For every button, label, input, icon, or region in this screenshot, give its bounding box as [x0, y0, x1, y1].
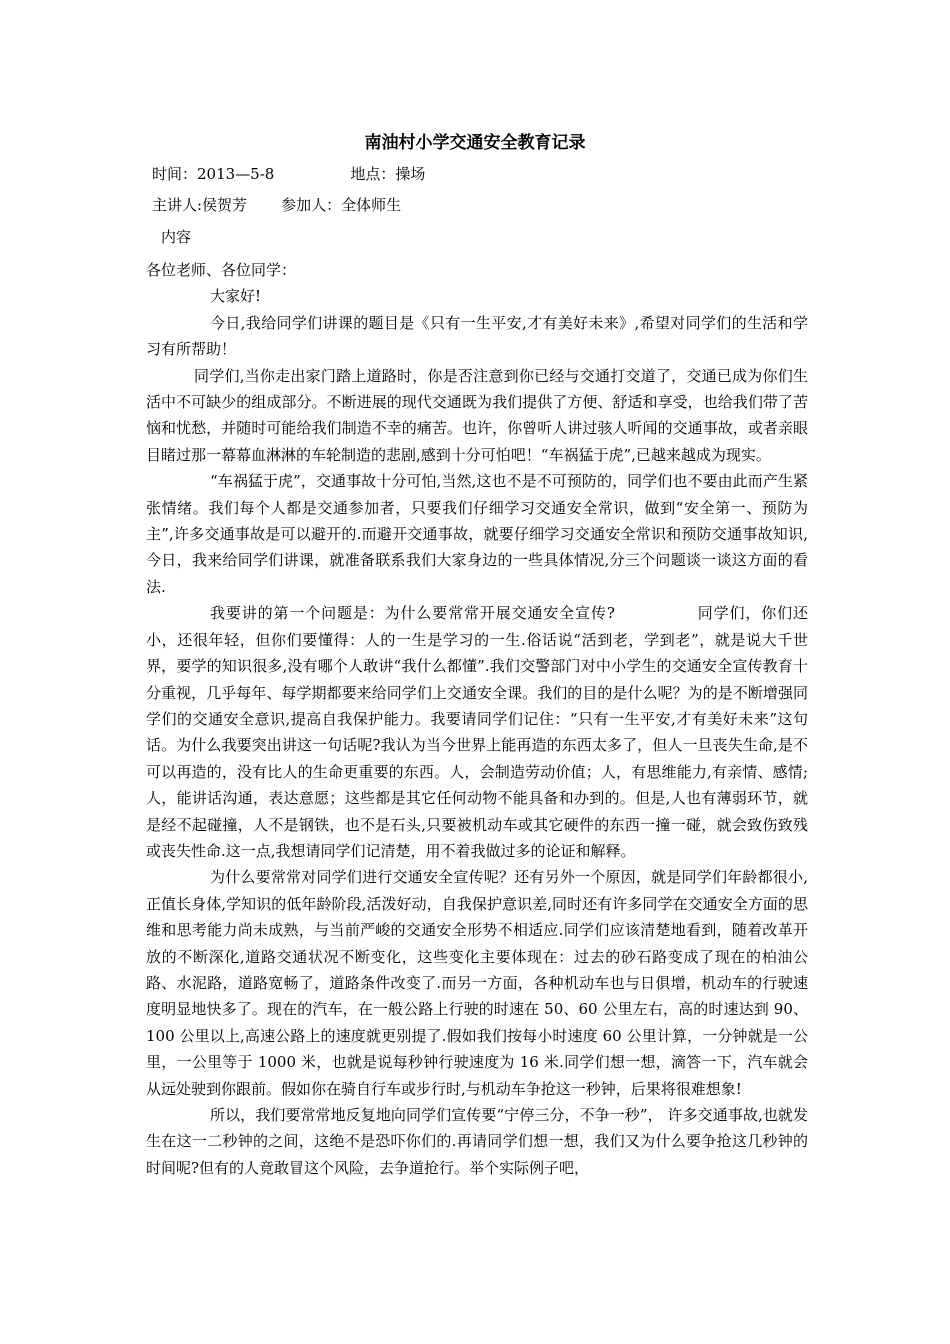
- meta-row-speaker-participants: [152, 193, 401, 217]
- greeting: 大家好!: [210, 287, 262, 306]
- paragraph-conclusion: 所以，我们要常常地反复地向同学们宣传要“宁停三分，不争一秒”， 许多交通事故,也就发生在这一二秒钟的之间，这绝不是恐吓你们的.再请同学们想一想，我们又为什么要争抢这几秒钟的时间呢?但有的人竟敢冒这个风险，去争道抢行。举个实际例子吧，: [146, 1106, 808, 1177]
- document-title: 南油村小学交通安全教育记录: [364, 133, 586, 153]
- paragraph-traffic: 同学们,当你走出家门踏上道路时，你是否注意到你已经与交通打交道了，交通已成为你们生活中不可缺少的组成部分。不断进展的现代交通既为我们提供了方便、舒适和享受，也给我们带了苦恼和忧愁，并随时可能给我们制造不幸的痛苦。也许，你曾听人讲过骇人听闻的交通事故，或者亲眼目睹过那一幕幕血淋淋的车轮制造的悲剧,感到十分可怕吧！“车祸猛于虎”,已越来越成为现实。: [146, 366, 808, 464]
- speech-body: [146, 257, 808, 1181]
- salutation: 各位老师、各位同学：: [146, 261, 297, 279]
- paragraph-intro: 今日,我给同学们讲课的题目是《只有一生平安,才有美好未来》,希望对同学们的生活和学习有所帮助！: [146, 313, 808, 359]
- question-one-answer: 同学们，你们还小，还很年轻，但你们要懂得：人的一生是学习的一生.俗话说“活到老，学到老”，就是说大千世界，要学的知识很多,没有哪个人敢讲“我什么都懂”.我们交警部门对中小学生的交通安全宣传教育十分重视，几乎每年、每学期都要来给同学们上交通安全课。我们的目的是什么呢？为的是不断增强同学们的交通安全意识,提高自我保护能力。我要请同学们记住：“只有一生平安,才有美好未来”这句话。为什么我要突出讲这一句话呢?我认为当今世界上能再造的东西太多了，但人一旦丧失生命,是不可以再造的，没有比人的生命更重要的东西。人，会制造劳动价值；人，有思维能力,有亲情、感情;人，能讲话沟通，表达意愿；这些都是其它任何动物不能具备和办到的。但是,人也有薄弱环节，就是经不起碰撞，人不是钢铁，也不是石头,只要被机动车或其它硬件的东西一撞一碰，就会致伤致残或丧失性命.这一点,我想请同学们记清楚，用不着我做过多的论证和解释。: [146, 604, 808, 860]
- content-heading: 内容: [161, 228, 192, 246]
- paragraph-question-one: [146, 600, 808, 864]
- place-label: 地点：操场: [350, 165, 426, 183]
- paragraph-prevention: “车祸猛于虎”，交通事故十分可怕,当然,这也不是不可预防的，同学们也不要由此而产生紧张情绪。我们每个人都是交通参加者，只要我们仔细学习交通安全常识，做到“安全第一、预防为主”,许多交通事故是可以避开的.而避开交通事故，就要仔细学习交通安全常识和预防交通事故知识,今日，我来给同学们讲课，就准备联系我们大家身边的一些具体情况,分三个问题谈一谈这方面的看法.: [146, 472, 808, 596]
- participants-label: 参加人：全体师生: [281, 196, 402, 214]
- time-label: 时间：2013—5-8: [152, 165, 275, 183]
- paragraph-reason: 为什么要常常对同学们进行交通安全宣传呢？还有另外一个原因，就是同学们年龄都很小,正值长身体,学知识的低年龄阶段,活泼好动，自我保护意识差,同时还有许多同学在交通安全方面的思维和思考能力尚未成熟，与当前严峻的交通安全形势不相适应.同学们应该清楚地看到，随着改革开放的不断深化,道路交通状况不断变化，这些变化主要体现在：过去的砂石路变成了现在的柏油公路、水泥路，道路宽畅了，道路条件改变了.而另一方面，各种机动车也与日俱增，机动车的行驶速度明显地快多了。现在的汽车，在一般公路上行驶的时速在 50、60 公里左右，高的时速达到 90、100 公里以上,高速公路上的速度就更别提了.假如我们按每小时速度 60 公里计算，一分钟就是一公里，一公里等于 1000 米，也就是说每秒钟行驶速度为 16 米.同学们想一想，滴答一下，汽车就会从远处驶到你跟前。假如你在骑自行车或步行时,与机动车争抢这一秒钟，后果将很难想象!: [146, 868, 808, 1098]
- meta-row-time-place: [152, 162, 425, 186]
- question-one-heading: 我要讲的第一个问题是：为什么要常常开展交通安全宣传?: [210, 604, 615, 623]
- speaker-label: 主讲人:侯贺芳: [152, 196, 248, 214]
